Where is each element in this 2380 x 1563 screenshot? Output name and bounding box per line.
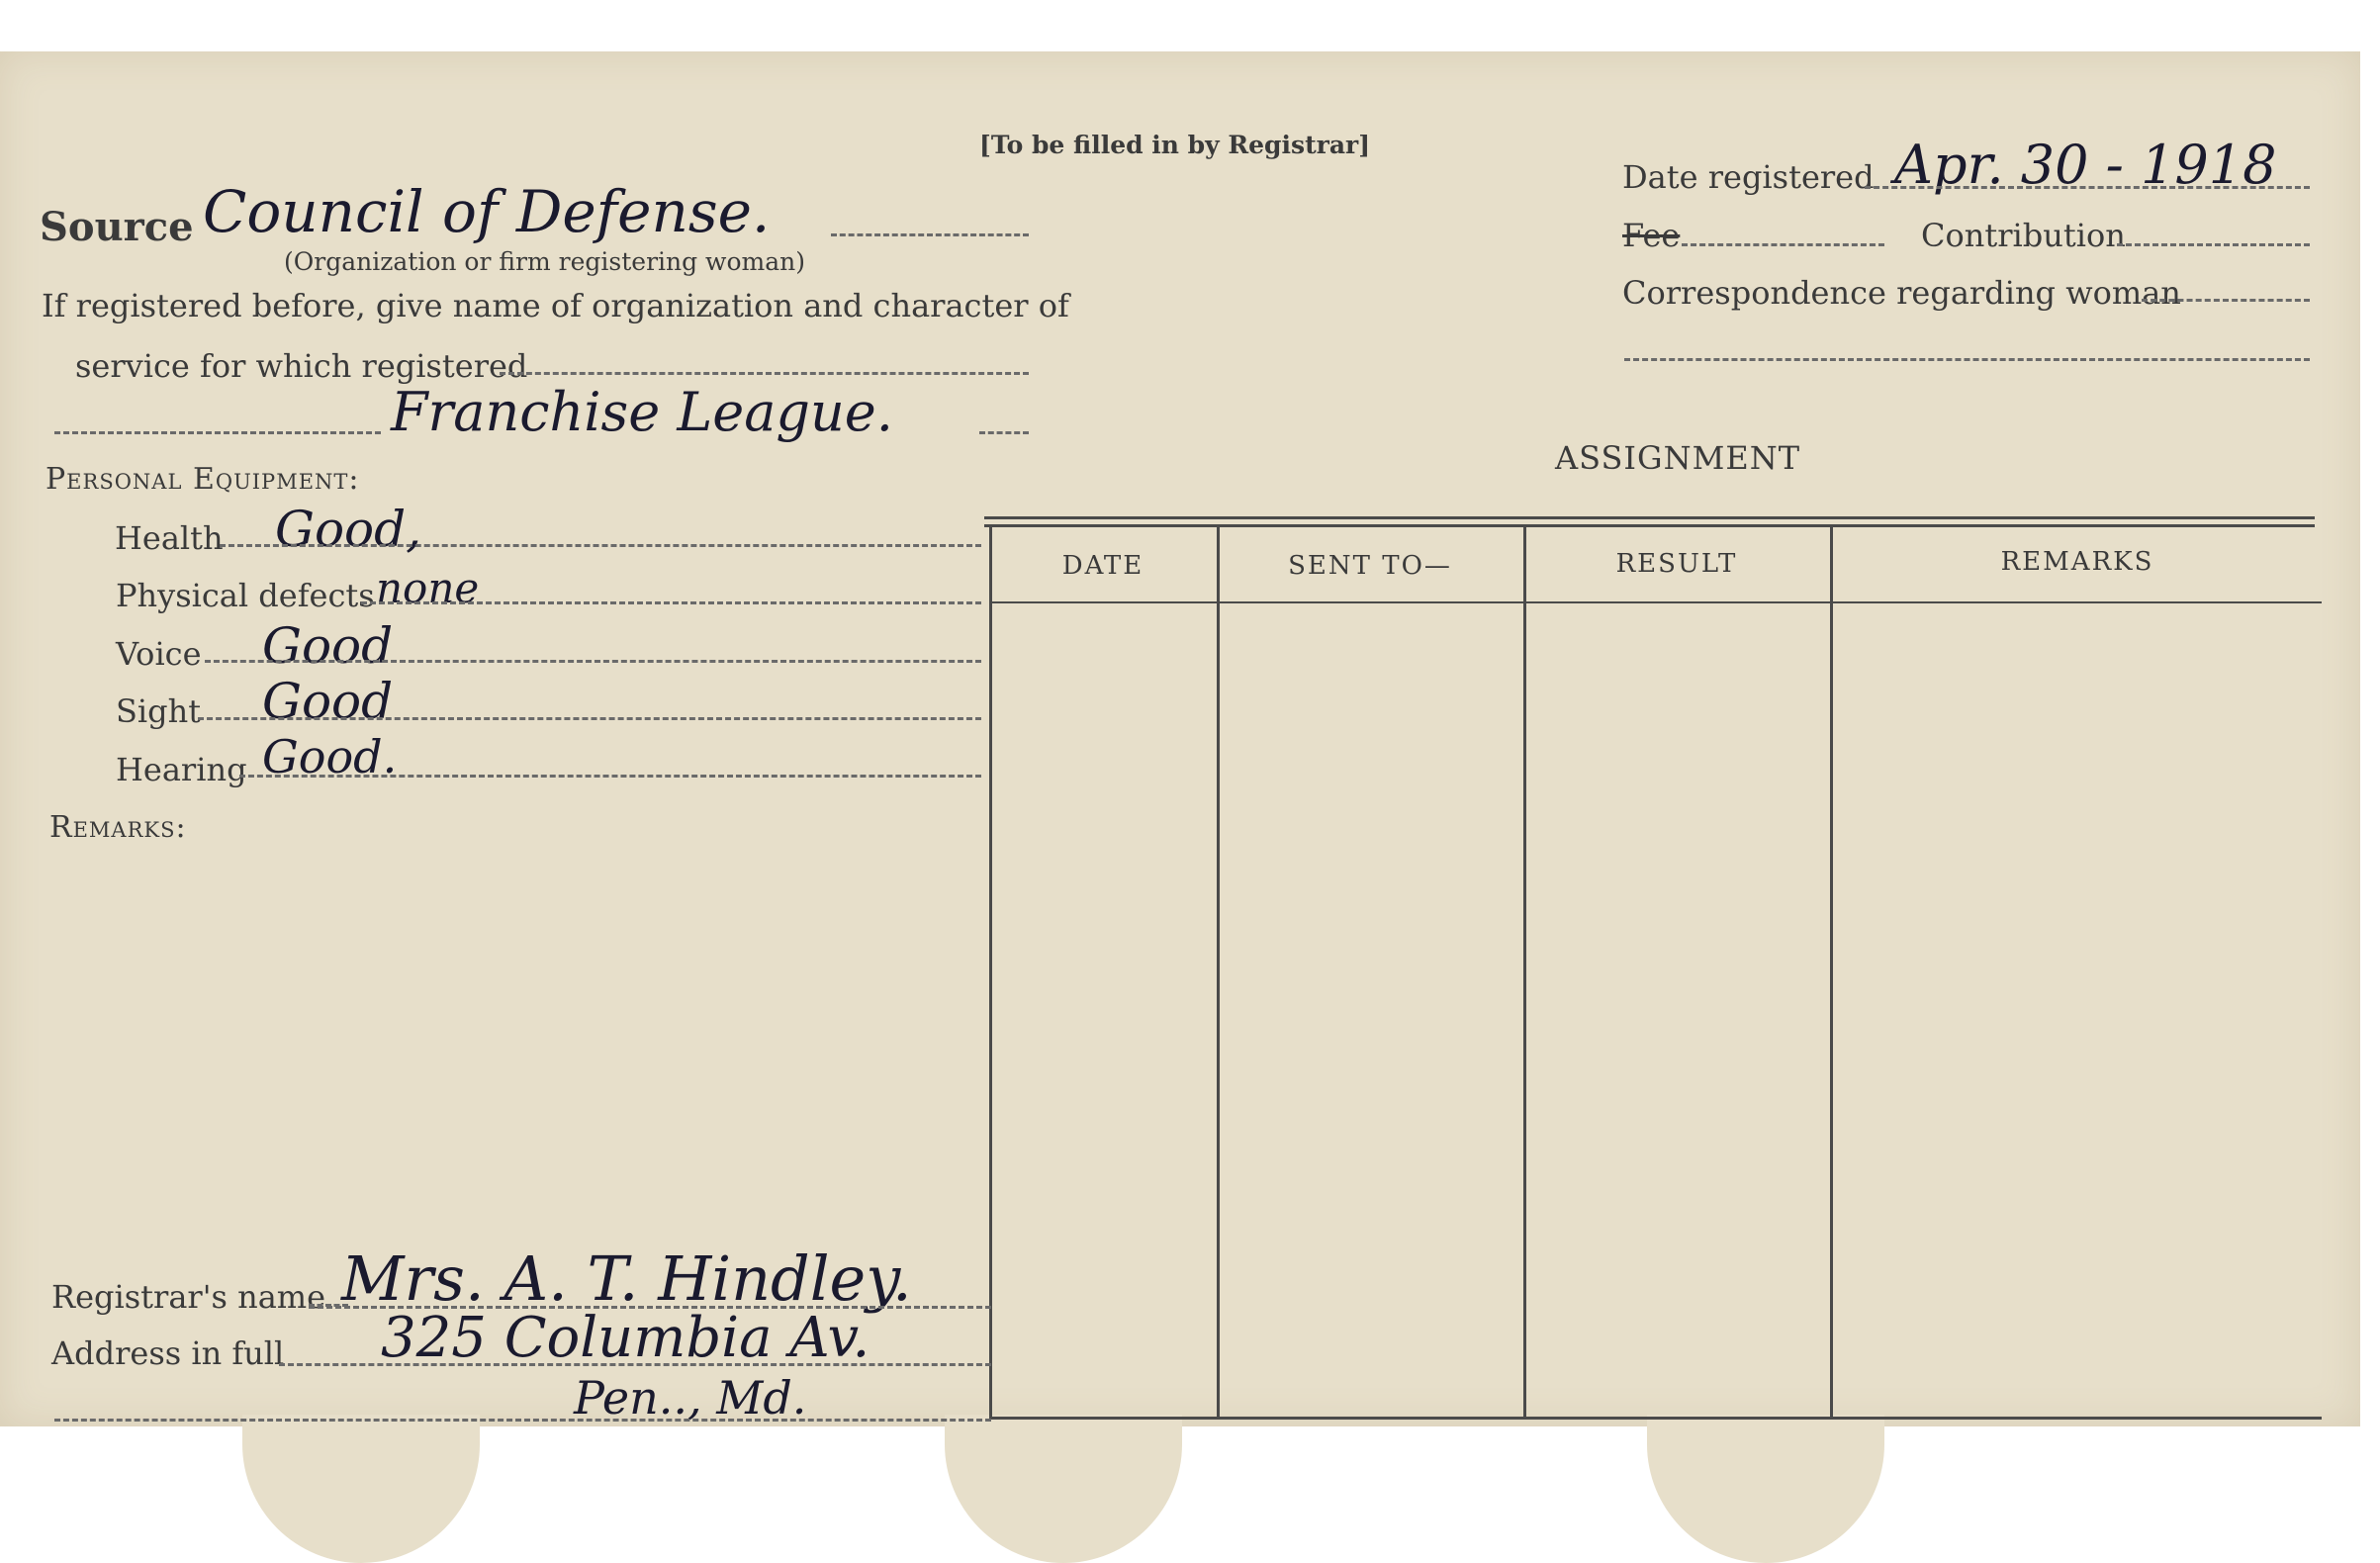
voice-value: Good <box>262 617 394 675</box>
address-line1-value: 325 Columbia Av. <box>381 1306 870 1370</box>
registrar-name-label: Registrar's name <box>51 1278 326 1316</box>
personal-equipment-title: Personal Equipment: <box>46 462 360 497</box>
date-registered-label: Date registered <box>1622 158 1875 196</box>
defects-label: Physical defects <box>116 577 375 614</box>
assignment-rule <box>984 524 2315 527</box>
hearing-value: Good. <box>262 730 398 783</box>
correspondence-line <box>1624 358 2310 361</box>
health-value: Good, <box>275 501 422 558</box>
correspondence-line <box>2142 299 2310 302</box>
address-line <box>279 1363 991 1366</box>
sight-line <box>198 717 981 720</box>
sight-value: Good <box>262 673 394 730</box>
prior-registration-value: Franchise League. <box>391 381 893 443</box>
registrar-note: [To be filled in by Registrar] <box>979 131 1371 159</box>
assignment-title: ASSIGNMENT <box>1555 439 1801 477</box>
defects-line <box>361 601 981 604</box>
column-header-result: RESULT <box>1615 549 1738 579</box>
address-line <box>54 1419 991 1422</box>
card-tab <box>945 1415 1182 1563</box>
prior-registration-line <box>979 431 1029 434</box>
card-tab <box>1647 1415 1884 1563</box>
source-label: Source <box>40 204 194 250</box>
prior-registration-line <box>500 372 1029 375</box>
source-line <box>831 233 1029 236</box>
prior-registration-line <box>54 431 381 434</box>
assignment-rule <box>984 516 2315 519</box>
date-registered-line <box>1865 186 2310 189</box>
fee-label: Fee <box>1622 217 1681 254</box>
registrar-name-value: Mrs. A. T. Hindley. <box>341 1242 912 1315</box>
voice-line <box>205 660 981 663</box>
remarks-label: Remarks: <box>49 810 187 845</box>
source-caption: (Organization or firm registering woman) <box>284 247 805 276</box>
column-divider <box>1523 524 1526 1420</box>
health-label: Health <box>115 519 224 557</box>
health-line <box>220 544 981 547</box>
prior-registration-line2: service for which registered <box>75 347 528 385</box>
column-header-remarks: REMARKS <box>2000 547 2154 577</box>
hearing-label: Hearing <box>116 751 247 788</box>
column-header-sent-to: SENT TO— <box>1288 551 1452 581</box>
prior-registration-line1: If registered before, give name of organization and character of <box>42 287 1069 324</box>
date-registered-value: Apr. 30 - 1918 <box>1894 134 2277 196</box>
defects-value: none <box>376 564 480 612</box>
voice-label: Voice <box>116 635 202 673</box>
address-line2-value: Pen.., Md. <box>574 1371 807 1425</box>
column-divider <box>1830 524 1833 1420</box>
contribution-line <box>2117 243 2310 246</box>
correspondence-label: Correspondence regarding woman <box>1622 274 2181 312</box>
header-row-rule <box>991 601 2322 603</box>
fee-line <box>1682 243 1884 246</box>
address-label: Address in full <box>51 1334 285 1372</box>
column-divider <box>1217 524 1220 1420</box>
table-bottom-rule <box>991 1417 2322 1420</box>
hearing-line <box>239 775 981 778</box>
source-value: Council of Defense. <box>203 178 771 245</box>
card-tab <box>242 1415 480 1563</box>
contribution-label: Contribution <box>1921 217 2126 254</box>
sight-label: Sight <box>116 692 202 730</box>
column-header-date: DATE <box>1061 551 1144 581</box>
column-divider <box>989 524 992 1420</box>
